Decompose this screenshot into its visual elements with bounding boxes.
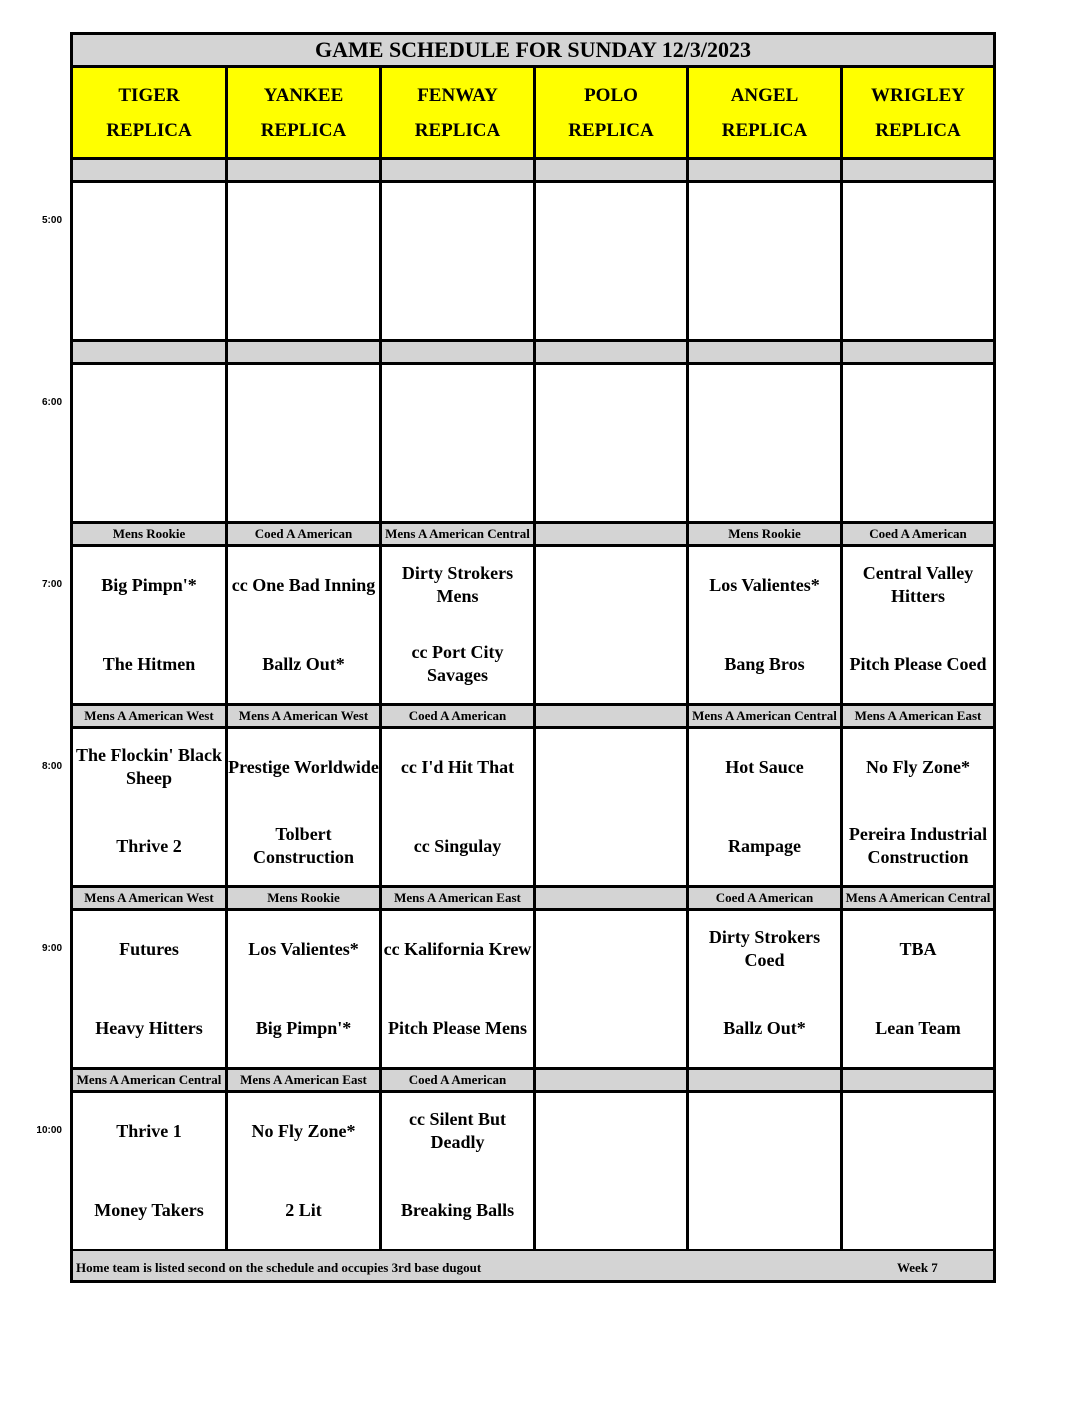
game-cell [382,547,533,703]
division-label: Mens A American East [843,706,993,726]
home-team: Bang Bros [724,653,805,674]
home-team [689,1180,840,1240]
home-team [536,816,686,876]
field-header [689,68,840,157]
game-cell [382,365,533,521]
field-subtitle: REPLICA [414,119,501,141]
game-cell [689,547,840,703]
game-cell [843,365,993,521]
home-team: Pitch Please Mens [388,1017,527,1038]
away-team [382,373,533,433]
division-label [228,160,379,180]
home-team [73,270,225,330]
time-label: 8:00 [41,761,62,772]
away-team: TBA [899,938,937,959]
game-cell [73,729,225,885]
game-cell [382,183,533,339]
field-name: TIGER [118,84,180,106]
home-team: Heavy Hitters [95,1017,203,1038]
game-cell [843,547,993,703]
away-team [536,191,686,251]
game-cell [228,911,379,1067]
home-team [228,452,379,512]
game-cell [228,1093,379,1249]
home-team [382,270,533,330]
home-team: Money Takers [94,1199,204,1220]
division-label: Mens A American West [73,706,225,726]
home-team: cc Port City Savages [411,642,504,685]
away-team [843,373,993,433]
division-label [843,342,993,362]
home-team [382,452,533,512]
home-team: Pereira Industrial Construction [848,824,988,867]
division-label: Coed A American [843,524,993,544]
away-team [689,373,840,433]
away-team: Los Valientes* [248,938,359,959]
division-label [536,342,686,362]
division-label [536,1070,686,1090]
game-cell [689,183,840,339]
division-label: Mens Rookie [228,888,379,908]
away-team [228,373,379,433]
home-team: The Hitmen [102,653,196,674]
game-cell [843,183,993,339]
game-cell [73,183,225,339]
home-team: Lean Team [875,1017,961,1038]
field-subtitle: REPLICA [106,119,192,141]
game-cell [536,365,686,521]
away-team [689,191,840,251]
field-subtitle: REPLICA [568,119,654,141]
away-team: Hot Sauce [725,756,804,777]
division-label [536,888,686,908]
home-team: Ballz Out* [262,653,345,674]
away-team: Dirty Strokers Coed [708,927,821,970]
schedule-title: GAME SCHEDULE FOR SUNDAY 12/3/2023 [73,35,993,65]
time-label: 6:00 [41,397,62,408]
division-label [536,524,686,544]
field-name: FENWAY [417,84,498,106]
field-subtitle: REPLICA [260,119,347,141]
game-cell [228,183,379,339]
game-cell [689,365,840,521]
away-team [228,191,379,251]
game-cell [73,365,225,521]
home-team [228,270,379,330]
game-cell [536,183,686,339]
away-team: The Flockin' Black Sheep [75,745,223,788]
home-team: Breaking Balls [400,1199,515,1220]
away-team [382,191,533,251]
home-team [689,452,840,512]
away-team: cc One Bad Inning [231,574,376,595]
away-team [536,373,686,433]
division-label: Coed A American [382,1070,533,1090]
game-cell [228,365,379,521]
away-team: No Fly Zone* [251,1120,356,1141]
home-team [536,452,686,512]
game-cell [228,547,379,703]
away-team [73,373,225,433]
division-label: Coed A American [689,888,840,908]
game-cell [843,729,993,885]
home-team: Pitch Please Coed [849,653,987,674]
game-cell [536,1093,686,1249]
away-team: Los Valientes* [709,574,820,595]
home-team [536,270,686,330]
field-header [536,68,686,157]
away-team: Futures [119,938,179,959]
away-team: Thrive 1 [116,1120,182,1141]
home-team: Rampage [728,835,801,856]
home-team: Tolbert Construction [252,824,354,867]
division-label [73,342,225,362]
home-team [536,998,686,1058]
away-team: Dirty Strokers Mens [401,563,514,606]
away-team [536,555,686,615]
division-label: Mens A American West [228,706,379,726]
field-name: POLO [584,84,638,106]
field-header [382,68,533,157]
division-label [689,342,840,362]
field-header [228,68,379,157]
game-cell [228,729,379,885]
field-subtitle: REPLICA [875,119,961,141]
home-team [73,452,225,512]
home-team [689,270,840,330]
week-label: Week 7 [897,1260,938,1275]
home-team: Big Pimpn'* [255,1017,352,1038]
division-label [228,342,379,362]
game-cell [843,1093,993,1249]
field-name: ANGEL [730,84,799,106]
game-cell [73,1093,225,1249]
division-label [382,160,533,180]
division-label: Mens Rookie [689,524,840,544]
game-cell [73,911,225,1067]
away-team: No Fly Zone* [865,756,970,777]
home-team [843,1180,993,1240]
away-team [689,1101,840,1161]
division-label: Coed A American [382,706,533,726]
away-team [73,191,225,251]
home-team [843,270,993,330]
division-label: Mens A American Central [382,524,533,544]
schedule-table [70,32,996,1283]
field-header [843,68,993,157]
division-label [689,1070,840,1090]
division-label: Mens A American East [382,888,533,908]
game-cell [536,547,686,703]
home-team [843,452,993,512]
away-team: cc I'd Hit That [400,756,515,777]
game-cell [536,729,686,885]
game-cell [689,729,840,885]
game-cell [382,911,533,1067]
division-label: Mens Rookie [73,524,225,544]
game-cell [382,729,533,885]
division-label: Mens A American Central [73,1070,225,1090]
away-team [843,1101,993,1161]
division-label: Coed A American [228,524,379,544]
time-label: 5:00 [41,215,62,226]
home-team: 2 Lit [285,1199,322,1220]
field-subtitle: REPLICA [721,119,808,141]
time-label: 7:00 [41,579,62,590]
footer-note: Home team is listed second on the schedule and occupies 3rd base dugout [76,1260,482,1275]
game-cell [536,911,686,1067]
away-team: Central Valley Hitters [862,563,974,606]
division-label [382,342,533,362]
game-cell [73,547,225,703]
home-team: Thrive 2 [116,835,182,856]
division-label: Mens A American Central [843,888,993,908]
division-label [536,706,686,726]
field-name: YANKEE [263,84,344,106]
division-label [536,160,686,180]
game-cell [689,911,840,1067]
home-team: cc Singulay [413,835,502,856]
home-team [536,634,686,694]
game-cell [843,911,993,1067]
division-label: Mens A American East [228,1070,379,1090]
game-cell [382,1093,533,1249]
away-team [843,191,993,251]
division-label [689,160,840,180]
away-team: Big Pimpn'* [101,574,197,595]
time-label: 9:00 [41,943,62,954]
away-team: Prestige Worldwide [228,756,379,777]
away-team [536,1101,686,1161]
division-label [843,160,993,180]
away-team: cc Silent But Deadly [409,1109,506,1152]
time-label: 10:00 [36,1125,62,1136]
division-label: Mens A American Central [689,706,840,726]
away-team [536,737,686,797]
division-label [73,160,225,180]
division-label: Mens A American West [73,888,225,908]
game-cell [689,1093,840,1249]
field-header [73,68,225,157]
division-label [843,1070,993,1090]
home-team [536,1180,686,1240]
footer-row [73,1251,993,1280]
home-team: Ballz Out* [723,1017,806,1038]
away-team: cc Kalifornia Krew [383,938,532,959]
away-team [536,919,686,979]
field-name: WRIGLEY [871,84,965,106]
